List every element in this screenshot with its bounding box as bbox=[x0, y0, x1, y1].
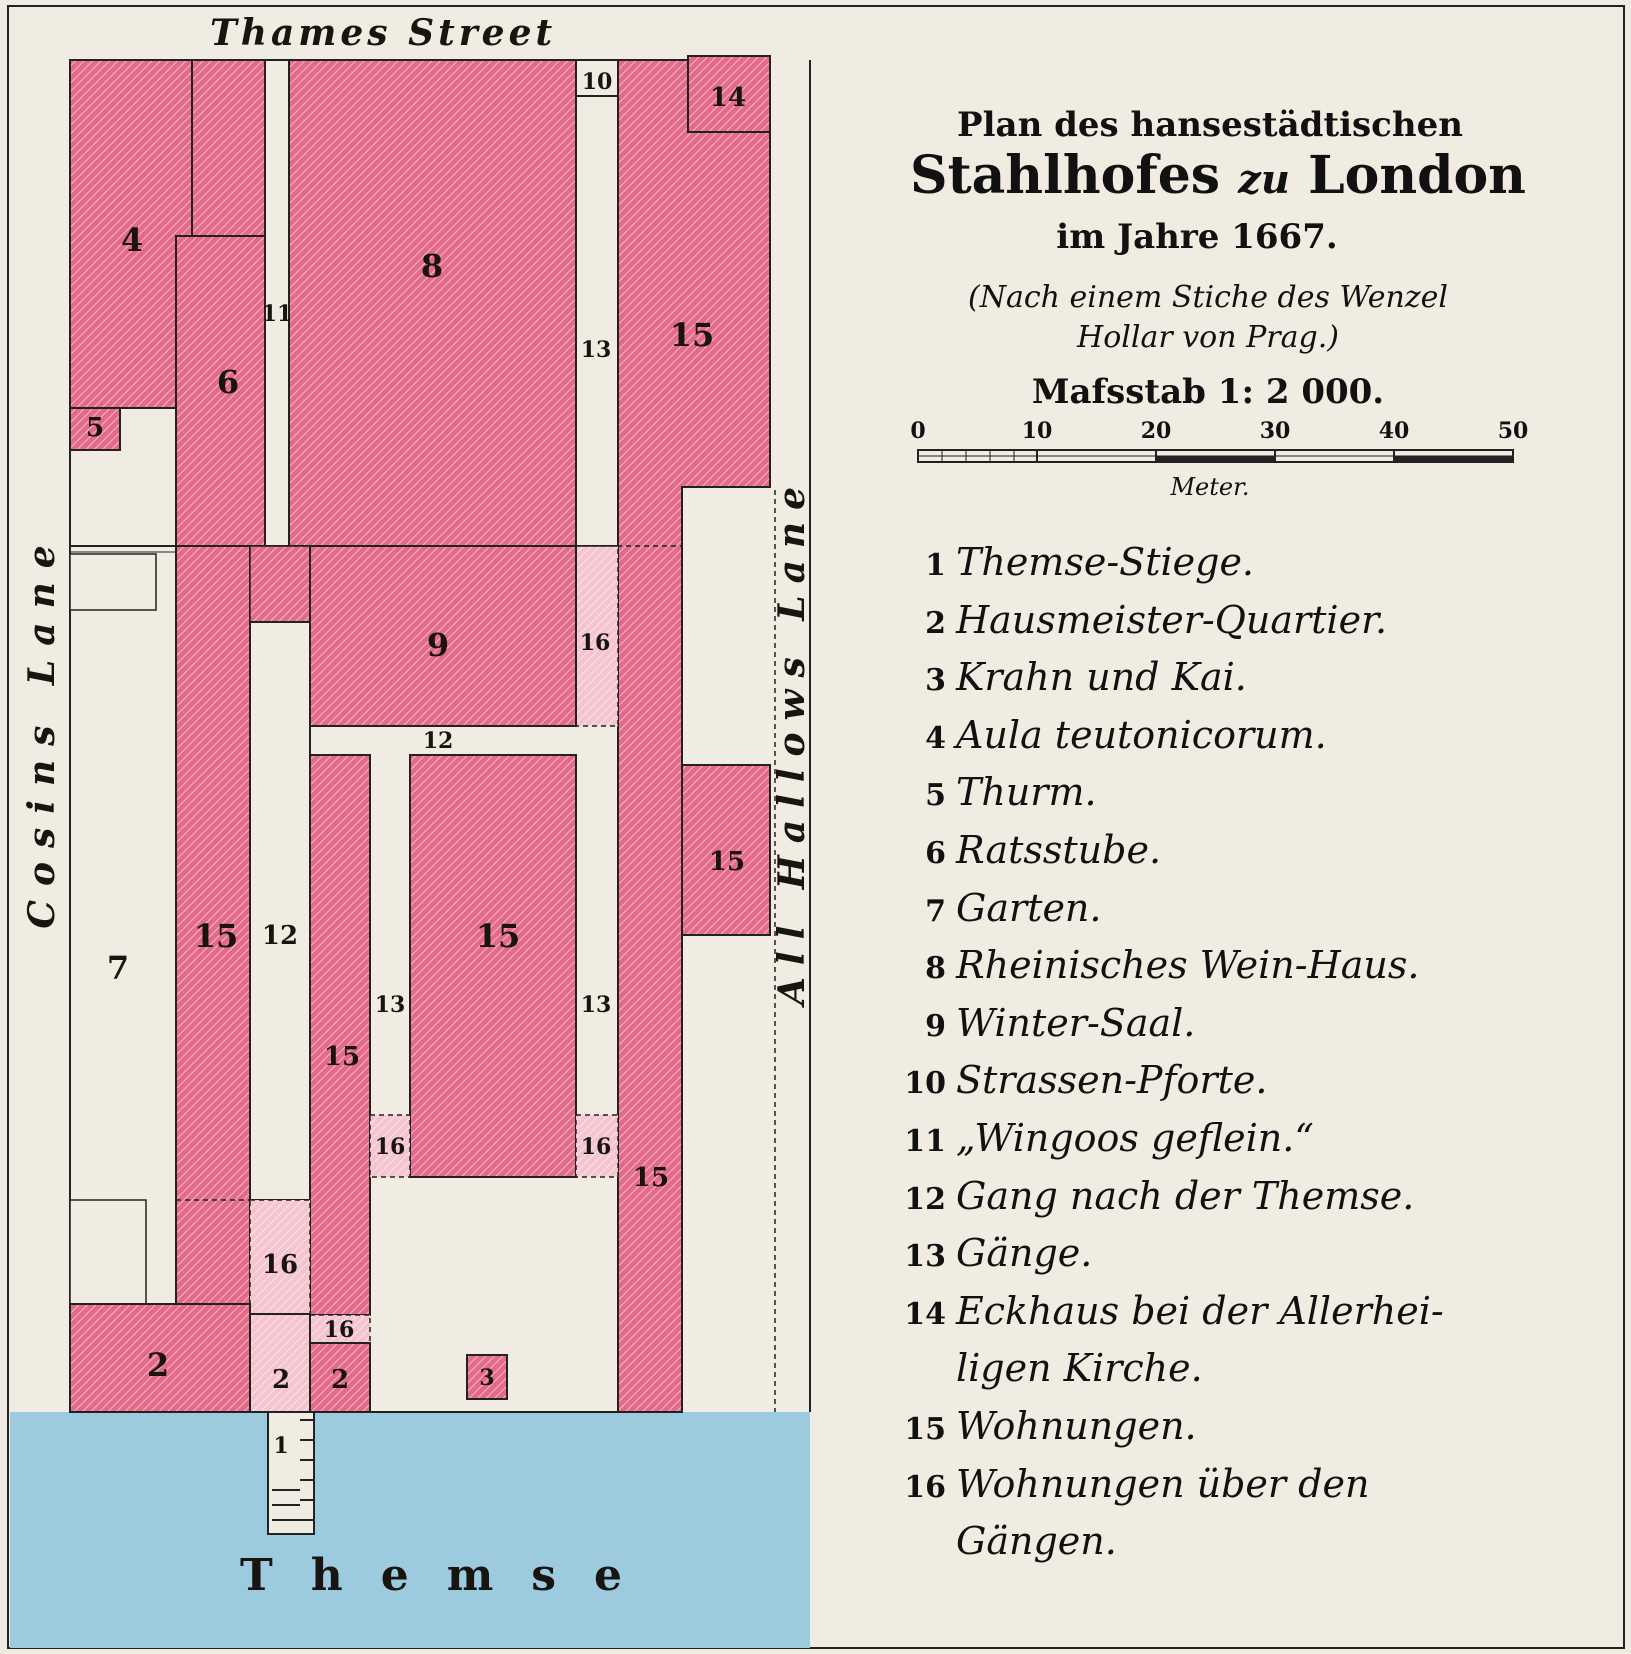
legend-text: Aula teutonicorum. bbox=[956, 712, 1327, 757]
scale-tick-0: 0 bbox=[910, 418, 926, 444]
source-note-line-2: Hollar von Prag.) bbox=[1077, 320, 1339, 355]
label-15-center: 15 bbox=[475, 917, 521, 955]
label-1: 1 bbox=[273, 1433, 289, 1459]
river-label: Themse bbox=[240, 1550, 661, 1601]
legend-number: 11 bbox=[904, 1124, 946, 1159]
building-15-mid-left bbox=[310, 755, 370, 1315]
building-top-left bbox=[192, 60, 265, 236]
legend-text: Wohnungen. bbox=[956, 1404, 1197, 1448]
lane-12 bbox=[250, 622, 310, 1200]
building-15-center bbox=[410, 755, 576, 1177]
label-15-right: 15 bbox=[669, 316, 715, 354]
legend-number: 10 bbox=[904, 1066, 946, 1102]
label-14: 14 bbox=[709, 83, 747, 113]
label-7: 7 bbox=[106, 949, 130, 987]
street-thames: Thames Street bbox=[210, 12, 557, 54]
label-8: 8 bbox=[420, 247, 444, 285]
title-stahlhofes: Stahlhofes bbox=[910, 145, 1221, 206]
legend-number: 13 bbox=[904, 1239, 946, 1275]
label-6: 6 bbox=[216, 363, 240, 401]
legend-text: Gang nach der Themse. bbox=[956, 1173, 1415, 1218]
title-line-1: Plan des hansestädtischen bbox=[957, 105, 1463, 145]
label-15-lower-right: 15 bbox=[632, 1163, 670, 1193]
legend-number: 16 bbox=[904, 1469, 946, 1505]
title-line-3: im Jahre 1667. bbox=[1056, 217, 1338, 257]
legend-text: Gänge. bbox=[956, 1231, 1093, 1276]
legend-number: 15 bbox=[904, 1412, 946, 1447]
label-11: 11 bbox=[261, 301, 293, 327]
legend-number: 1 bbox=[925, 548, 946, 583]
label-9: 9 bbox=[426, 626, 450, 664]
scale-tick-40: 40 bbox=[1378, 418, 1410, 444]
legend-number: 8 bbox=[925, 951, 946, 987]
label-2-mid: 2 bbox=[271, 1365, 291, 1395]
label-16-lower: 16 bbox=[261, 1250, 299, 1280]
legend-text: „Wingoos geflein.“ bbox=[956, 1116, 1314, 1160]
label-16-upper: 16 bbox=[579, 630, 611, 656]
scale-tick-20: 20 bbox=[1140, 418, 1172, 444]
garden-7 bbox=[70, 546, 176, 1304]
river bbox=[10, 1412, 810, 1648]
legend-text: Wohnungen über den bbox=[956, 1461, 1370, 1506]
label-3: 3 bbox=[479, 1365, 495, 1391]
label-15-left: 15 bbox=[193, 917, 239, 955]
scale-tick-30: 30 bbox=[1259, 418, 1291, 444]
label-12-vertical: 12 bbox=[261, 921, 299, 951]
title-london: London bbox=[1308, 145, 1526, 206]
legend-number: 9 bbox=[925, 1008, 946, 1044]
legend-text: Ratsstube. bbox=[956, 828, 1162, 872]
building-2-mid bbox=[250, 1314, 310, 1412]
label-13-left: 13 bbox=[374, 992, 406, 1018]
title-zu: zu bbox=[1238, 156, 1290, 203]
legend-number: 2 bbox=[925, 605, 946, 641]
legend-text: Hausmeister-Quartier. bbox=[956, 597, 1388, 642]
legend-text: Rheinisches Wein-Haus. bbox=[956, 943, 1420, 988]
legend-text: Strassen-Pforte. bbox=[956, 1058, 1268, 1103]
legend-text: ligen Kirche. bbox=[956, 1346, 1203, 1391]
source-note-line-1: (Nach einem Stiche des Wenzel bbox=[967, 280, 1449, 315]
label-15-mid-left: 15 bbox=[323, 1042, 361, 1072]
label-5: 5 bbox=[85, 413, 105, 443]
lane-13-top bbox=[576, 96, 618, 546]
legend-text: Krahn und Kai. bbox=[956, 655, 1247, 700]
building-8 bbox=[289, 60, 576, 546]
legend-text: Gängen. bbox=[956, 1519, 1117, 1564]
scale-bar bbox=[918, 450, 1513, 462]
label-2-right: 2 bbox=[330, 1365, 350, 1395]
label-13-right: 13 bbox=[580, 992, 612, 1018]
legend-number: 14 bbox=[904, 1296, 946, 1332]
label-15-small: 15 bbox=[708, 847, 746, 877]
label-16-left-mid: 16 bbox=[374, 1134, 406, 1160]
legend-text: Garten. bbox=[956, 885, 1102, 930]
scale-unit: Meter. bbox=[1170, 473, 1250, 501]
legend-text: Eckhaus bei der Allerhei- bbox=[956, 1288, 1444, 1333]
building-15-right bbox=[618, 60, 770, 1412]
scale-title: Mafsstab 1: 2 000. bbox=[1031, 372, 1385, 412]
legend-number: 7 bbox=[925, 893, 946, 929]
legend-text: Thurm. bbox=[956, 770, 1097, 815]
street-cosins-lane: Cosins Lane bbox=[21, 531, 63, 929]
label-4: 4 bbox=[120, 221, 144, 259]
label-2-left: 2 bbox=[146, 1346, 170, 1384]
legend-number: 3 bbox=[925, 663, 946, 699]
legend-number: 6 bbox=[925, 836, 946, 871]
source-note bbox=[968, 278, 1448, 358]
title-line-2 bbox=[910, 145, 1526, 206]
legend-number: 12 bbox=[904, 1181, 946, 1217]
stair-1 bbox=[268, 1412, 314, 1534]
street-all-hallows-lane: All Hallows Lane bbox=[771, 474, 813, 1006]
legend-number: 5 bbox=[925, 778, 946, 814]
legend-number: 4 bbox=[925, 720, 946, 756]
scale-tick-10: 10 bbox=[1021, 418, 1053, 444]
legend-text: Winter-Saal. bbox=[956, 1000, 1196, 1045]
label-16-right-mid: 16 bbox=[580, 1134, 612, 1160]
legend-text: Themse-Stiege. bbox=[956, 540, 1255, 584]
label-12-cross: 12 bbox=[422, 728, 454, 754]
label-13-top: 13 bbox=[580, 337, 612, 363]
label-16-bottom: 16 bbox=[323, 1317, 355, 1343]
label-10: 10 bbox=[581, 69, 613, 95]
scale-tick-50: 50 bbox=[1497, 418, 1529, 444]
